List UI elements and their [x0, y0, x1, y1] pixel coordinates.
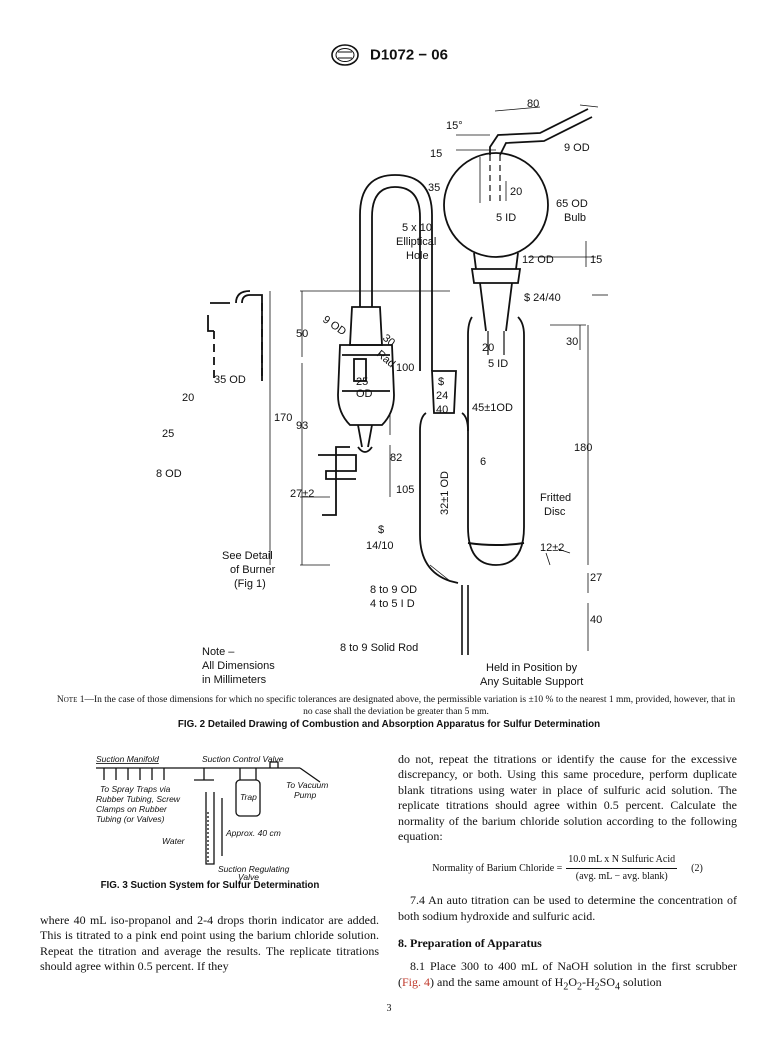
- see-b: of Burner: [230, 564, 276, 576]
- sub: 2: [563, 981, 569, 993]
- para3-a: 8.1 Place 300 to 400 mL of NaOH solution in the first scrubber (: [398, 959, 737, 989]
- fig3-drawing: [90, 752, 340, 882]
- fig2-caption: FIG. 2 Detailed Drawing of Combustion and Absorption Apparatus for Sulfur Determination: [177, 719, 601, 730]
- note-c: in Millimeters: [202, 674, 267, 686]
- dim-9od-top: 9 OD: [564, 142, 590, 154]
- dim-15a: 15: [430, 148, 443, 160]
- fritted-b: Disc: [544, 506, 566, 518]
- dim-25od-b: OD: [356, 388, 373, 400]
- dim-27: 27: [590, 572, 603, 584]
- dim-12od: 12 OD: [522, 254, 554, 266]
- dim-27pm2: 27±2: [290, 488, 315, 500]
- right-para-1: do not, repeat the titrations or identify the cause for the excessive discrepancy, or both. Using this same procedure, perform duplicate blank titrations using water in place of sulfuric acid solution. The replicate titrations should agree within 0.5 percent. Calculate the normality of the barium chloride solution according to the following equation:: [398, 752, 737, 844]
- od-8to9: 8 to 9 OD: [370, 584, 418, 596]
- eq-number: (2): [691, 862, 703, 874]
- dim-5id-b: 5 ID: [488, 358, 509, 370]
- see-c: (Fig 1): [234, 578, 266, 590]
- water-label: Water: [162, 836, 185, 846]
- fig2-note: [56, 694, 736, 718]
- vacuum-a: To Vacuum: [286, 780, 329, 790]
- note-text: —In the case of those dimensions for which no specific tolerances are designated above, the permissible variation is ±10 % to the nearest 1 mm, provided, however, that in no case shall the deviation be greater than 5 mm.: [84, 695, 736, 717]
- right-para-3: [398, 959, 737, 994]
- fritted-a: Fritted: [540, 492, 572, 504]
- note-a: Note –: [202, 646, 235, 658]
- joint-2440: $ 24/40: [524, 292, 561, 304]
- solid-rod: 8 to 9 Solid Rod: [340, 642, 419, 654]
- eq-denominator: (avg. mL − avg. blank): [575, 870, 668, 882]
- approx-40cm: Approx. 40 cm: [226, 828, 281, 838]
- held-b: Any Suitable Support: [480, 676, 584, 688]
- dim-80: 80: [527, 98, 540, 110]
- rad-b: Rad: [374, 348, 398, 371]
- page-number: 3: [386, 1003, 392, 1014]
- spray-c: Clamps on Rubber: [96, 804, 167, 814]
- standard-code: D1072 − 06: [370, 46, 448, 64]
- suction-manifold: Suction Manifold: [96, 754, 159, 764]
- para3-c: solution: [620, 974, 662, 989]
- para3-b: ) and the same amount of H: [430, 974, 564, 989]
- see-a: See Detail: [222, 550, 273, 562]
- ellip-b: Elliptical: [396, 236, 437, 248]
- note-prefix: Note 1: [56, 695, 85, 705]
- spray-b: Rubber Tubing, Screw: [96, 794, 180, 804]
- control-valve: Suction Control Valve: [202, 754, 284, 764]
- bulb-od: 65 OD: [556, 198, 588, 210]
- sub: 2: [576, 981, 582, 993]
- eq-numerator: 10.0 mL x N Sulfuric Acid: [566, 852, 677, 868]
- dim-180: 180: [574, 442, 593, 454]
- dim-50: 50: [296, 328, 309, 340]
- dim-20a: 20: [510, 186, 523, 198]
- dim-12pm2: 12±2: [540, 542, 565, 554]
- dim-30: 30: [566, 336, 579, 348]
- dim-35: 35: [428, 182, 441, 194]
- dim-35od: 35 OD: [214, 374, 246, 386]
- chem: O: [568, 974, 577, 989]
- held-a: Held in Position by: [486, 662, 578, 674]
- chem: SO: [599, 974, 615, 989]
- joint1410-b: 14/10: [366, 540, 394, 552]
- dim-20b: 20: [482, 342, 495, 354]
- dim-5id-a: 5 ID: [496, 212, 517, 224]
- page-header: [0, 44, 778, 66]
- sub: 2: [594, 981, 600, 993]
- dim-15b: 15: [590, 254, 603, 266]
- spray-a: To Spray Traps via: [100, 784, 171, 794]
- trap-label: Trap: [240, 792, 257, 802]
- rad-a: 30: [380, 332, 398, 350]
- dim-100: 100: [396, 362, 415, 374]
- dim-8od: 8 OD: [156, 468, 182, 480]
- reg-a: Suction Regulating: [218, 864, 290, 874]
- eq-lhs: Normality of Barium Chloride =: [432, 862, 563, 874]
- joint-40: 40: [436, 404, 449, 416]
- joint1410-a: $: [378, 524, 385, 536]
- note-b: All Dimensions: [202, 660, 275, 672]
- dim-20c: 20: [182, 392, 195, 404]
- right-column: [398, 752, 737, 995]
- dim-6: 6: [480, 456, 487, 468]
- reg-b: Valve: [238, 872, 259, 882]
- equation-2: [398, 852, 737, 884]
- dim-82: 82: [390, 452, 403, 464]
- dim-170: 170: [274, 412, 293, 424]
- spray-d: Tubing (or Valves): [96, 814, 165, 824]
- dim-105: 105: [396, 484, 415, 496]
- dim-15deg: 15°: [446, 120, 463, 132]
- dim-32: 32±1 OD: [439, 471, 451, 515]
- bulb-label: Bulb: [564, 212, 587, 224]
- ellip-a: 5 x 10: [402, 222, 432, 234]
- dim-45: 45±1OD: [472, 402, 513, 414]
- id-4to5: 4 to 5 I D: [370, 598, 415, 610]
- fig2-drawing: [150, 95, 620, 693]
- chem: -H: [581, 974, 595, 989]
- ellip-c: Hole: [406, 250, 429, 262]
- dim-25a: 25: [162, 428, 175, 440]
- dim-25od-a: 25: [356, 376, 369, 388]
- eq-fraction: [566, 852, 677, 884]
- fig4-link[interactable]: Fig. 4: [402, 974, 431, 989]
- joint-s: $: [438, 376, 445, 388]
- astm-logo-icon: [330, 44, 360, 66]
- dim-40: 40: [590, 614, 603, 626]
- sub: 4: [615, 981, 620, 993]
- dim-93: 93: [296, 420, 309, 432]
- right-para-2: 7.4 An auto titration can be used to determine the concentration of both sodium hydroxide and sulfuric acid.: [398, 893, 737, 923]
- fig3-caption: FIG. 3 Suction System for Sulfur Determination: [100, 880, 320, 891]
- left-paragraph: where 40 mL iso-propanol and 2-4 drops thorin indicator are added. This is titrated to a pink end point using the barium chloride solution. Repeat the titration and average the results. The replicate titrations should agree within 0.5 percent. If they: [40, 913, 379, 974]
- section-heading: 8. Preparation of Apparatus: [398, 936, 542, 951]
- joint-24: 24: [436, 390, 449, 402]
- vacuum-b: Pump: [294, 790, 317, 800]
- dim-9od-arc: 9 OD: [320, 313, 349, 339]
